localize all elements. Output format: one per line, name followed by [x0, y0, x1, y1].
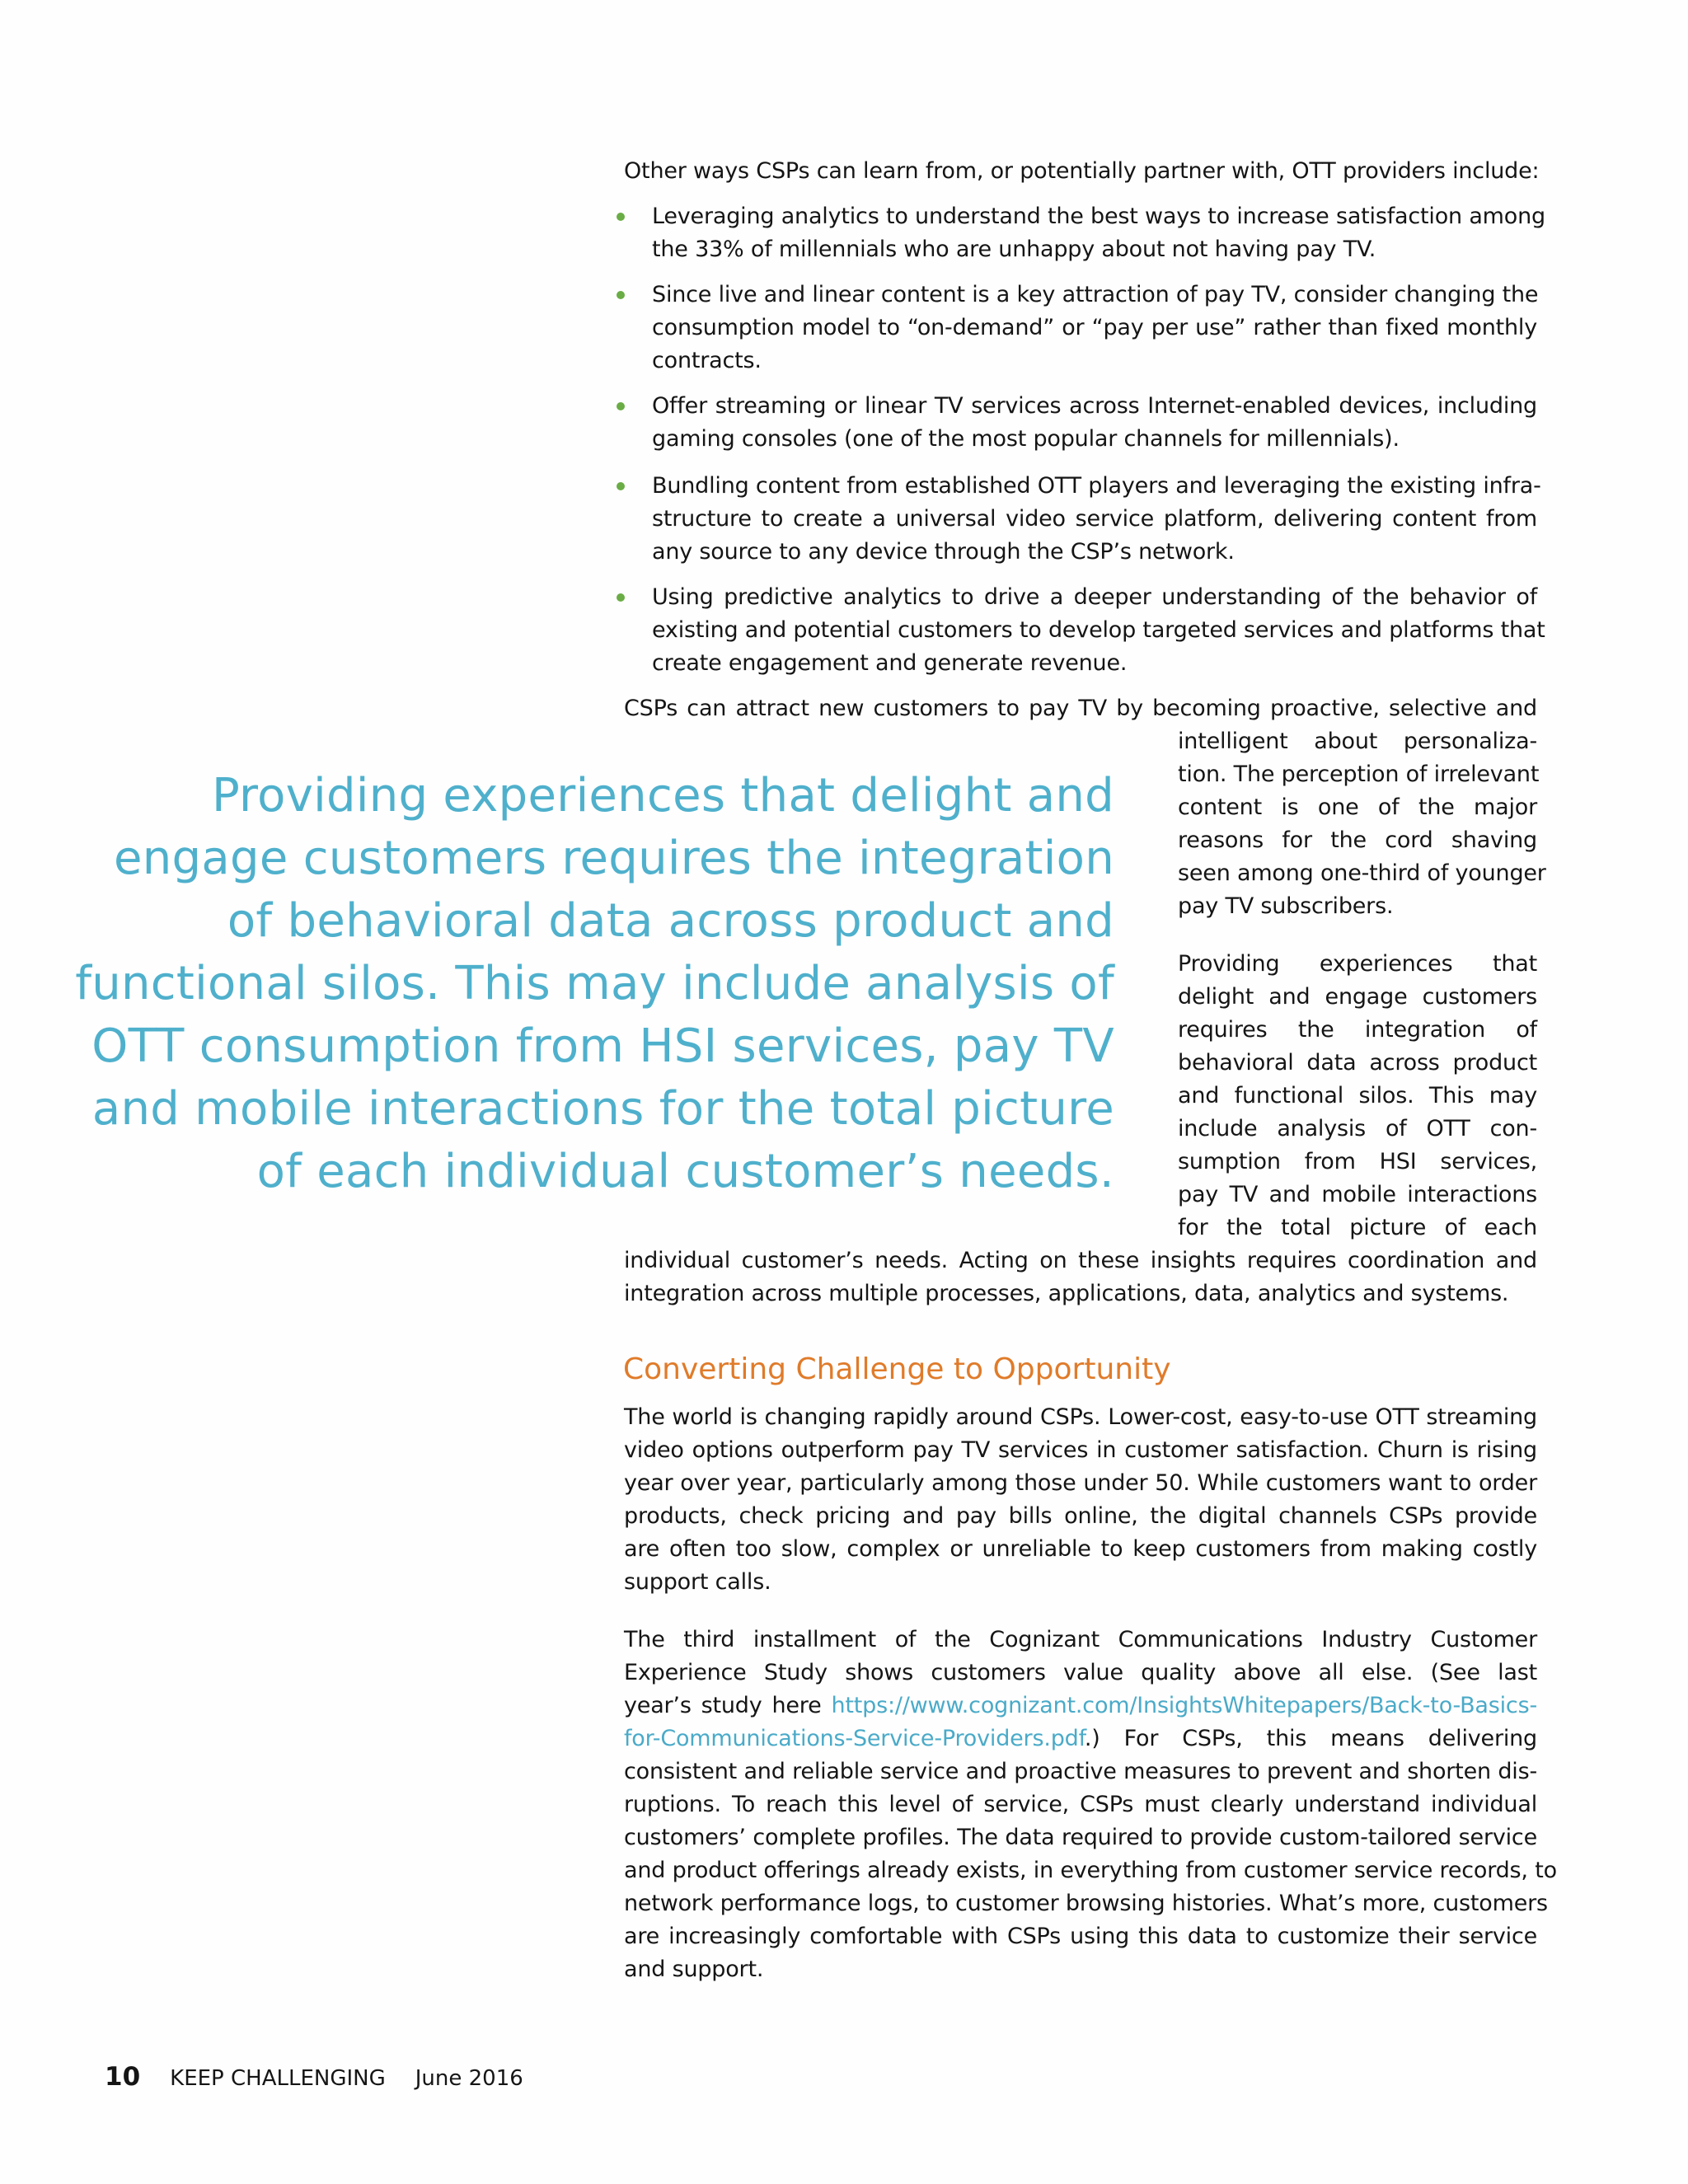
paragraph-line: seen among one-third of younger: [1178, 860, 1546, 886]
paragraph-line: and functional silos. This may: [1178, 1083, 1537, 1108]
bullet-dot-icon: [617, 402, 625, 410]
paragraph-line: delight and engage customers: [1178, 984, 1537, 1010]
bullet-5-line: existing and potential customers to develop targeted services and platforms that: [652, 617, 1545, 643]
paragraph-line: individual customer’s needs. Acting on these insights requires coordination and: [624, 1248, 1537, 1273]
intro-text: Other ways CSPs can learn from, or potentially partner with, OTT providers include:: [624, 158, 1540, 184]
paragraph-line: video options outperform pay TV services in customer satisfaction. Churn is rising: [624, 1437, 1537, 1463]
paragraph-line: [624, 1690, 1537, 1722]
bullet-2-line: Since live and linear content is a key attraction of pay TV, consider changing the: [652, 282, 1539, 307]
paragraph-line: are often too slow, complex or unreliable to keep customers from making costly: [624, 1536, 1537, 1562]
paragraph-line: [624, 1722, 1537, 1755]
bullet-dot-icon: [617, 482, 625, 490]
paragraph-line: pay TV and mobile interactions: [1178, 1182, 1537, 1207]
bullet-1-line: Leveraging analytics to understand the best ways to increase satisfaction among: [652, 204, 1545, 229]
pull-quote-line: functional silos. This may include analysis of: [75, 957, 1114, 1010]
bullet-2-line: contracts.: [652, 348, 762, 373]
paragraph-text: year’s study here: [624, 1693, 832, 1718]
paragraph-line: content is one of the major: [1178, 794, 1537, 820]
bullet-dot-icon: [617, 291, 625, 299]
bullet-4-line: Bundling content from established OTT players and leveraging the existing infra-: [652, 473, 1541, 499]
pull-quote-line: engage customers requires the integration: [114, 832, 1114, 885]
paragraph-line: requires the integration of: [1178, 1017, 1537, 1043]
paragraph-line: are increasingly comfortable with CSPs using this data to customize their service: [624, 1924, 1537, 1949]
bullet-1-line: the 33% of millennials who are unhappy about not having pay TV.: [652, 237, 1376, 262]
bullet-5-line: Using predictive analytics to drive a deeper understanding of the behavior of: [652, 584, 1537, 610]
bullet-3-line: Offer streaming or linear TV services across Internet-enabled devices, including: [652, 393, 1537, 419]
pull-quote-line: of each individual customer’s needs.: [256, 1145, 1114, 1198]
pull-quote-line: OTT consumption from HSI services, pay TV: [91, 1019, 1114, 1073]
paragraph-line: integration across multiple processes, applications, data, analytics and systems.: [624, 1281, 1509, 1306]
pull-quote-line: of behavioral data across product and: [227, 894, 1114, 948]
paragraph-line: for the total picture of each: [1178, 1215, 1537, 1240]
page-number: 10: [105, 2062, 141, 2092]
publication-name: KEEP CHALLENGING: [170, 2066, 386, 2091]
paragraph-line: The third installment of the Cognizant Communications Industry Customer: [624, 1627, 1537, 1652]
bullet-3-line: gaming consoles (one of the most popular channels for millennials).: [652, 426, 1400, 452]
paragraph-line: year over year, particularly among those under 50. While customers want to order: [624, 1470, 1537, 1496]
paragraph-line: and product offerings already exists, in everything from customer service records, to: [624, 1858, 1557, 1883]
bullet-4-line: structure to create a universal video service platform, delivering content from: [652, 506, 1537, 532]
page-footer: [105, 2062, 523, 2095]
paragraph-line: tion. The perception of irrelevant: [1178, 762, 1540, 787]
paragraph-line: Providing experiences that: [1178, 951, 1537, 977]
study-link[interactable]: for-Communications-Service-Providers.pdf: [624, 1726, 1085, 1751]
paragraph-line: and support.: [624, 1957, 764, 1982]
paragraph-line: Experience Study shows customers value quality above all else. (See last: [624, 1660, 1537, 1685]
bullet-5-line: create engagement and generate revenue.: [652, 650, 1128, 676]
paragraph-line: customers’ complete profiles. The data required to provide custom-tailored service: [624, 1825, 1537, 1850]
study-link[interactable]: https://www.cognizant.com/InsightsWhitepapers/Back-to-Basics-: [831, 1693, 1537, 1718]
pull-quote-line: Providing experiences that delight and: [211, 769, 1114, 823]
paragraph-text: .) For CSPs, this means delivering: [1084, 1726, 1537, 1751]
section-heading: Converting Challenge to Opportunity: [623, 1352, 1171, 1386]
paragraph-line: sumption from HSI services,: [1178, 1149, 1537, 1174]
paragraph-line: consistent and reliable service and proactive measures to prevent and shorten dis-: [624, 1759, 1537, 1784]
paragraph-line: support calls.: [624, 1569, 771, 1595]
paragraph-line: pay TV subscribers.: [1178, 893, 1394, 919]
paragraph-line: include analysis of OTT con-: [1178, 1116, 1537, 1141]
bullet-dot-icon: [617, 213, 625, 221]
paragraph-line: CSPs can attract new customers to pay TV by becoming proactive, selective and: [624, 696, 1537, 721]
publication-date: June 2016: [415, 2066, 523, 2091]
paragraph-line: network performance logs, to customer browsing histories. What’s more, customers: [624, 1891, 1548, 1916]
paragraph-line: behavioral data across product: [1178, 1050, 1537, 1076]
bullet-dot-icon: [617, 593, 625, 602]
bullet-4-line: any source to any device through the CSP’s network.: [652, 539, 1235, 565]
paragraph-line: The world is changing rapidly around CSPs. Lower-cost, easy-to-use OTT streaming: [624, 1404, 1537, 1430]
paragraph-line: reasons for the cord shaving: [1178, 827, 1537, 853]
paragraph-line: products, check pricing and pay bills online, the digital channels CSPs provide: [624, 1503, 1537, 1529]
paragraph-line: intelligent about personaliza-: [1178, 729, 1537, 754]
pull-quote-line: and mobile interactions for the total picture: [91, 1082, 1114, 1136]
paragraph-line: ruptions. To reach this level of service, CSPs must clearly understand individual: [624, 1792, 1537, 1817]
bullet-2-line: consumption model to “on-demand” or “pay per use” rather than fixed monthly: [652, 315, 1537, 340]
